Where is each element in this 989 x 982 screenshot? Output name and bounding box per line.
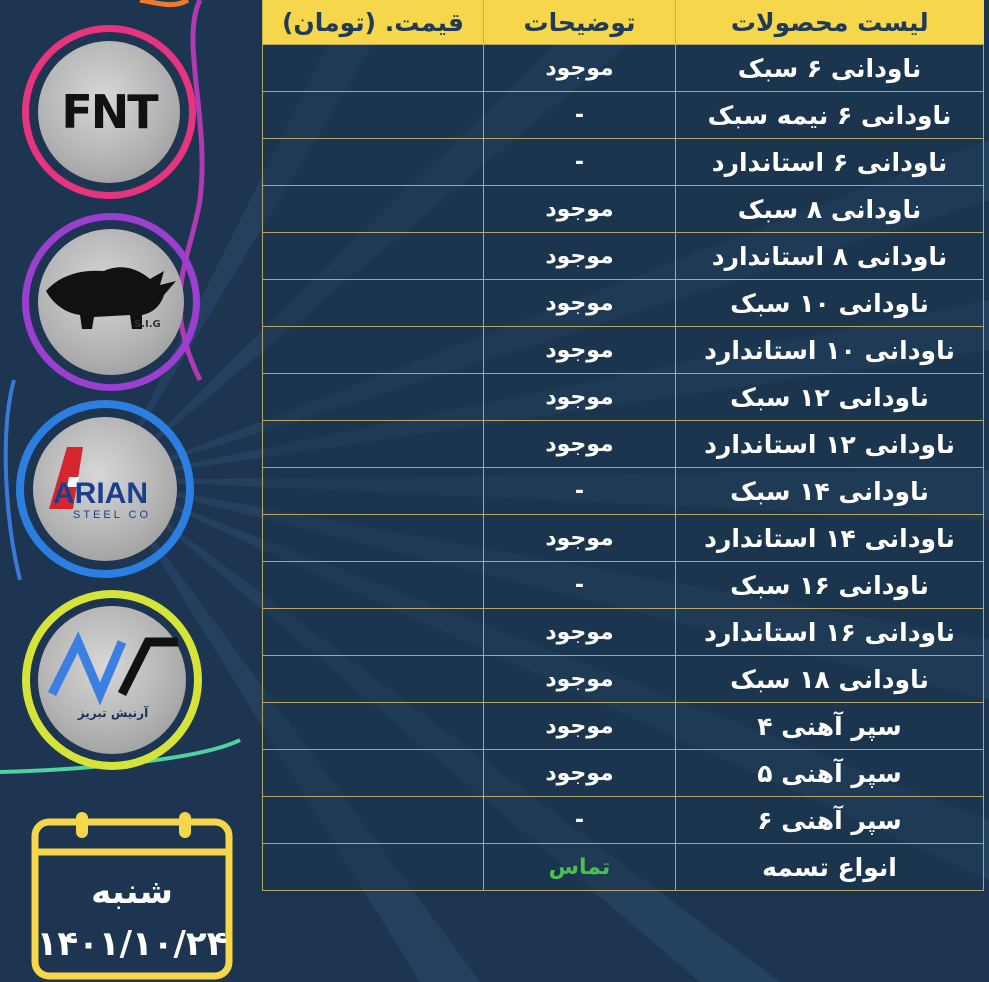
header-description: توضیحات: [484, 0, 676, 45]
product-name-cell: ناودانی ۱۰ استاندارد: [676, 327, 984, 374]
header-price: قیمت. (تومان): [263, 0, 484, 45]
product-name-cell: سپر آهنی ۵: [676, 750, 984, 797]
description-cell: موجود: [484, 609, 676, 656]
product-name-cell: سپر آهنی ۴: [676, 703, 984, 750]
product-name-cell: ناودانی ۶ استاندارد: [676, 139, 984, 186]
description-cell: موجود: [484, 750, 676, 797]
product-name-cell: ناودانی ۱۶ استاندارد: [676, 609, 984, 656]
table-row: [263, 609, 984, 656]
table-row: [263, 280, 984, 327]
price-cell: [263, 280, 484, 327]
sig-logo: [38, 229, 184, 375]
table-row: [263, 797, 984, 844]
table-header-row: [263, 0, 984, 45]
description-cell: -: [484, 468, 676, 515]
product-name-cell: ناودانی ۸ سبک: [676, 186, 984, 233]
arian-logo: [33, 417, 177, 561]
description-cell: موجود: [484, 656, 676, 703]
product-name-cell: ناودانی ۱۸ سبک: [676, 656, 984, 703]
table-row: [263, 186, 984, 233]
price-cell: [263, 421, 484, 468]
tabriz-logo: [38, 606, 186, 754]
fnt-logo-text: FNT: [61, 85, 157, 139]
price-table-container: [263, 0, 984, 894]
tabriz-logo-text: آرنیش تبریز: [77, 706, 149, 720]
table-row: [263, 656, 984, 703]
calendar-widget: [31, 812, 233, 980]
table-row: [263, 515, 984, 562]
description-cell: موجود: [484, 186, 676, 233]
price-cell: [263, 45, 484, 92]
table-row: [263, 844, 984, 891]
description-cell: موجود: [484, 327, 676, 374]
calendar-date: ۱۴۰۱/۱۰/۲۴: [36, 924, 228, 964]
price-cell: [263, 468, 484, 515]
calendar-day: شنبه: [91, 872, 173, 912]
product-name-cell: ناودانی ۱۰ سبک: [676, 280, 984, 327]
table-row: [263, 703, 984, 750]
description-cell: موجود: [484, 515, 676, 562]
table-row: [263, 92, 984, 139]
description-cell: -: [484, 92, 676, 139]
product-name-cell: ناودانی ۱۴ سبک: [676, 468, 984, 515]
price-cell: [263, 233, 484, 280]
product-name-cell: انواع تسمه: [676, 844, 984, 891]
table-row: [263, 421, 984, 468]
table-row: [263, 45, 984, 92]
price-cell: [263, 562, 484, 609]
product-name-cell: ناودانی ۸ استاندارد: [676, 233, 984, 280]
table-row: [263, 468, 984, 515]
arian-logo-subtext: STEEL CO: [73, 509, 151, 521]
price-cell: [263, 656, 484, 703]
price-cell: [263, 703, 484, 750]
price-cell: [263, 186, 484, 233]
product-name-cell: سپر آهنی ۶: [676, 797, 984, 844]
description-cell: موجود: [484, 45, 676, 92]
tabriz-mark-icon: [38, 606, 186, 754]
price-table: [262, 0, 984, 891]
price-cell: [263, 844, 484, 891]
price-cell: [263, 750, 484, 797]
product-name-cell: ناودانی ۱۴ استاندارد: [676, 515, 984, 562]
product-name-cell: ناودانی ۱۲ سبک: [676, 374, 984, 421]
description-cell: موجود: [484, 280, 676, 327]
product-name-cell: ناودانی ۶ نیمه سبک: [676, 92, 984, 139]
description-cell: -: [484, 139, 676, 186]
description-cell: موجود: [484, 703, 676, 750]
product-name-cell: ناودانی ۶ سبک: [676, 45, 984, 92]
price-cell: [263, 374, 484, 421]
table-row: [263, 374, 984, 421]
table-body: [263, 45, 984, 891]
sig-logo-text: S.I.G: [134, 319, 161, 330]
rhino-icon: [38, 229, 184, 375]
table-row: [263, 327, 984, 374]
price-cell: [263, 139, 484, 186]
description-cell: موجود: [484, 233, 676, 280]
product-name-cell: ناودانی ۱۲ استاندارد: [676, 421, 984, 468]
table-row: [263, 562, 984, 609]
price-cell: [263, 327, 484, 374]
table-row: [263, 139, 984, 186]
description-cell: -: [484, 562, 676, 609]
arian-logo-text: ARIAN: [53, 477, 148, 510]
table-row: [263, 750, 984, 797]
price-cell: [263, 797, 484, 844]
product-name-cell: ناودانی ۱۶ سبک: [676, 562, 984, 609]
description-cell: تماس: [484, 844, 676, 891]
header-products: لیست محصولات: [676, 0, 984, 45]
table-row: [263, 233, 984, 280]
description-cell: موجود: [484, 374, 676, 421]
fnt-logo: [38, 41, 180, 183]
price-cell: [263, 609, 484, 656]
price-cell: [263, 515, 484, 562]
description-cell: -: [484, 797, 676, 844]
price-cell: [263, 92, 484, 139]
description-cell: موجود: [484, 421, 676, 468]
